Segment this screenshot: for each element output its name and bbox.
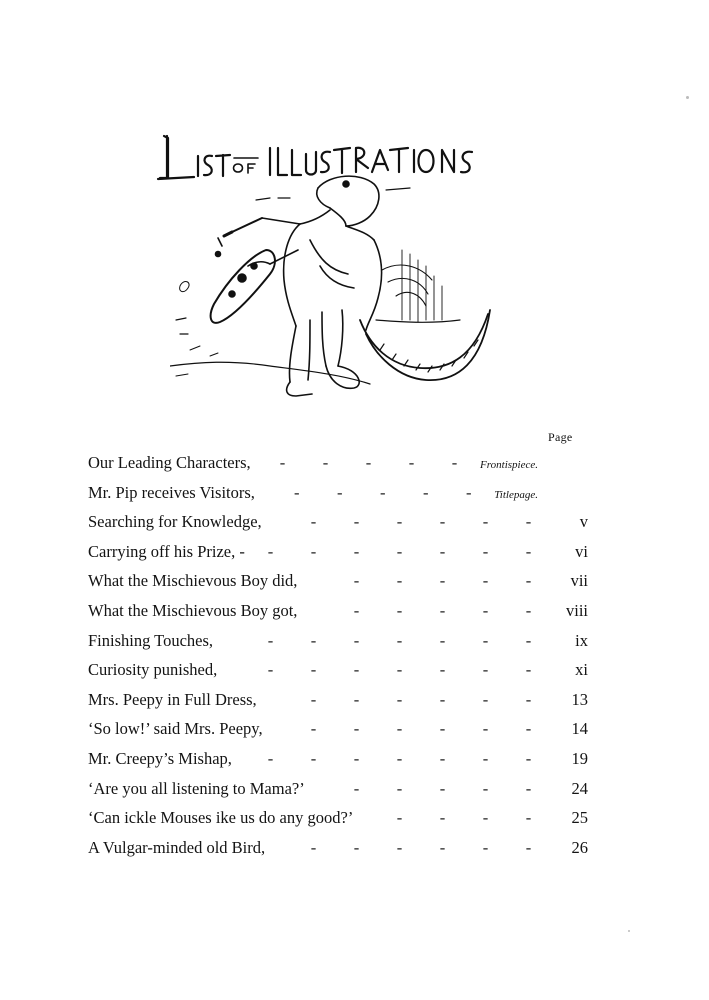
toc-entry bbox=[88, 507, 588, 537]
leader-dash: - bbox=[396, 600, 403, 620]
leader-dash: - bbox=[396, 748, 403, 768]
leader-dash: - bbox=[525, 541, 532, 561]
leader-dash: - bbox=[439, 808, 446, 828]
leader-dash: - bbox=[525, 630, 532, 650]
leader-dash: - bbox=[353, 630, 360, 650]
toc-entry-title: Carrying off his Prize, - bbox=[88, 541, 245, 561]
leader-dash: - bbox=[482, 837, 489, 857]
leader-dash: - bbox=[396, 541, 403, 561]
leader-dashes bbox=[297, 596, 558, 626]
toc-entry bbox=[88, 478, 588, 508]
leader-dash: - bbox=[451, 453, 458, 472]
leader-dashes bbox=[353, 803, 558, 833]
leader-dash: - bbox=[353, 660, 360, 680]
toc-entry bbox=[88, 448, 588, 478]
toc-entry-page: vii bbox=[570, 571, 588, 591]
toc-entry bbox=[88, 744, 588, 774]
leader-dash: - bbox=[279, 453, 286, 472]
leader-dash: - bbox=[396, 719, 403, 739]
leader-dash: - bbox=[380, 482, 386, 502]
leader-dash: - bbox=[482, 571, 489, 591]
toc-entry-page: ix bbox=[575, 630, 588, 650]
toc-entry bbox=[88, 537, 588, 567]
leader-dashes bbox=[245, 537, 558, 567]
toc-entry-title: ‘Can ickle Mouses ike us do any good?’ bbox=[88, 808, 354, 828]
toc-entry-page: 24 bbox=[571, 778, 588, 798]
toc-entry-title: ‘So low!’ said Mrs. Peepy, bbox=[88, 719, 263, 739]
toc-entry-title: Curiosity punished, bbox=[88, 660, 218, 680]
leader-dash: - bbox=[439, 778, 446, 798]
leader-dashes bbox=[255, 478, 494, 508]
toc-entry bbox=[88, 596, 588, 626]
leader-dash: - bbox=[408, 453, 415, 472]
toc-entry bbox=[88, 774, 588, 804]
leader-dash: - bbox=[353, 778, 360, 798]
leader-dash: - bbox=[525, 660, 532, 680]
leader-dash: - bbox=[353, 571, 360, 591]
leader-dash: - bbox=[482, 689, 489, 709]
leader-dash: - bbox=[267, 660, 274, 680]
leader-dashes bbox=[217, 655, 558, 685]
leader-dash: - bbox=[482, 660, 489, 680]
leader-dashes bbox=[213, 626, 558, 656]
leader-dash: - bbox=[439, 571, 446, 591]
leader-dash: - bbox=[396, 571, 403, 591]
toc-entry-title: A Vulgar-minded old Bird, bbox=[88, 837, 266, 857]
toc-entry-page: 25 bbox=[571, 808, 588, 828]
leader-dash: - bbox=[525, 689, 532, 709]
leader-dash: - bbox=[482, 600, 489, 620]
lizard-painter-drawing bbox=[170, 170, 500, 410]
leader-dash: - bbox=[525, 600, 532, 620]
toc-entry bbox=[88, 685, 588, 715]
leader-dash: - bbox=[310, 719, 317, 739]
toc-entry bbox=[88, 566, 588, 596]
leader-dash: - bbox=[310, 837, 317, 857]
leader-dash: - bbox=[396, 808, 403, 828]
toc-entry bbox=[88, 803, 588, 833]
leader-dash: - bbox=[353, 600, 360, 620]
leader-dash: - bbox=[396, 837, 403, 857]
leader-dash: - bbox=[365, 453, 372, 472]
leader-dash: - bbox=[294, 482, 300, 502]
leader-dash: - bbox=[525, 512, 532, 532]
toc-entry-page: 26 bbox=[571, 837, 588, 857]
toc-entry-title: Finishing Touches, bbox=[88, 630, 214, 650]
toc-entry-page: xi bbox=[575, 660, 588, 680]
toc-entry-title: What the Mischievous Boy did, bbox=[88, 571, 298, 591]
leader-dash: - bbox=[267, 748, 274, 768]
leader-dash: - bbox=[337, 482, 343, 502]
leader-dash: - bbox=[439, 748, 446, 768]
leader-dash: - bbox=[482, 541, 489, 561]
toc-entry-page: v bbox=[579, 512, 588, 532]
toc-entry bbox=[88, 714, 588, 744]
leader-dashes bbox=[263, 714, 558, 744]
paper-speck bbox=[628, 930, 630, 932]
leader-dash: - bbox=[439, 600, 446, 620]
leader-dash: - bbox=[439, 541, 446, 561]
leader-dash: - bbox=[423, 482, 429, 502]
leader-dashes bbox=[305, 774, 558, 804]
leader-dash: - bbox=[525, 837, 532, 857]
leader-dash: - bbox=[466, 482, 472, 502]
toc-entry bbox=[88, 655, 588, 685]
leader-dash: - bbox=[267, 541, 274, 561]
leader-dash: - bbox=[310, 630, 317, 650]
leader-dash: - bbox=[267, 630, 274, 650]
leader-dash: - bbox=[310, 689, 317, 709]
leader-dash: - bbox=[525, 808, 532, 828]
leader-dash: - bbox=[310, 541, 317, 561]
leader-dash: - bbox=[322, 453, 329, 472]
leader-dash: - bbox=[353, 748, 360, 768]
leader-dash: - bbox=[482, 512, 489, 532]
leader-dash: - bbox=[482, 630, 489, 650]
toc-entry-page: 13 bbox=[571, 689, 588, 709]
leader-dash: - bbox=[482, 719, 489, 739]
leader-dashes bbox=[265, 833, 558, 863]
leader-dash: - bbox=[310, 512, 317, 532]
leader-dashes bbox=[232, 744, 558, 774]
leader-dash: - bbox=[482, 778, 489, 798]
leader-dash: - bbox=[310, 748, 317, 768]
toc-entry-page: 19 bbox=[571, 748, 588, 768]
leader-dash: - bbox=[310, 660, 317, 680]
toc-entry-page: vi bbox=[575, 541, 588, 561]
leader-dash: - bbox=[439, 837, 446, 857]
leader-dashes bbox=[297, 566, 558, 596]
leader-dash: - bbox=[482, 748, 489, 768]
leader-dash: - bbox=[353, 541, 360, 561]
leader-dash: - bbox=[525, 571, 532, 591]
leader-dash: - bbox=[396, 512, 403, 532]
toc-entry bbox=[88, 626, 588, 656]
leader-dashes bbox=[251, 448, 480, 478]
lizard-painter-illustration bbox=[170, 170, 500, 410]
leader-dash: - bbox=[396, 778, 403, 798]
toc-entry-title: Our Leading Characters, bbox=[88, 453, 251, 472]
paper-speck bbox=[686, 96, 689, 99]
leader-dash: - bbox=[353, 689, 360, 709]
toc-entry-page: 14 bbox=[571, 719, 588, 739]
page-column-header: Page bbox=[548, 430, 573, 444]
leader-dash: - bbox=[396, 689, 403, 709]
toc-entry-page: Frontispiece. bbox=[480, 459, 538, 471]
toc-entry-page: Titlepage. bbox=[494, 488, 538, 501]
leader-dash: - bbox=[439, 689, 446, 709]
leader-dash: - bbox=[396, 660, 403, 680]
illustrations-list bbox=[88, 448, 588, 862]
leader-dash: - bbox=[439, 719, 446, 739]
toc-entry-title: ‘Are you all listening to Mama?’ bbox=[88, 778, 305, 798]
toc-entry bbox=[88, 833, 588, 863]
leader-dash: - bbox=[525, 748, 532, 768]
leader-dash: - bbox=[525, 778, 532, 798]
leader-dash: - bbox=[525, 719, 532, 739]
toc-entry-title: Mr. Creepy’s Mishap, bbox=[88, 748, 232, 768]
leader-dash: - bbox=[482, 808, 489, 828]
leader-dash: - bbox=[439, 512, 446, 532]
leader-dash: - bbox=[396, 630, 403, 650]
leader-dashes bbox=[257, 685, 558, 715]
toc-entry-title: Mr. Pip receives Visitors, bbox=[88, 482, 255, 502]
leader-dash: - bbox=[353, 837, 360, 857]
leader-dash: - bbox=[353, 719, 360, 739]
leader-dashes bbox=[262, 507, 558, 537]
toc-entry-page: viii bbox=[565, 600, 588, 620]
toc-entry-title: Mrs. Peepy in Full Dress, bbox=[88, 689, 257, 709]
leader-dash: - bbox=[439, 660, 446, 680]
leader-dash: - bbox=[439, 630, 446, 650]
toc-entry-title: Searching for Knowledge, bbox=[88, 512, 262, 532]
leader-dash: - bbox=[353, 512, 360, 532]
toc-entry-title: What the Mischievous Boy got, bbox=[88, 600, 298, 620]
